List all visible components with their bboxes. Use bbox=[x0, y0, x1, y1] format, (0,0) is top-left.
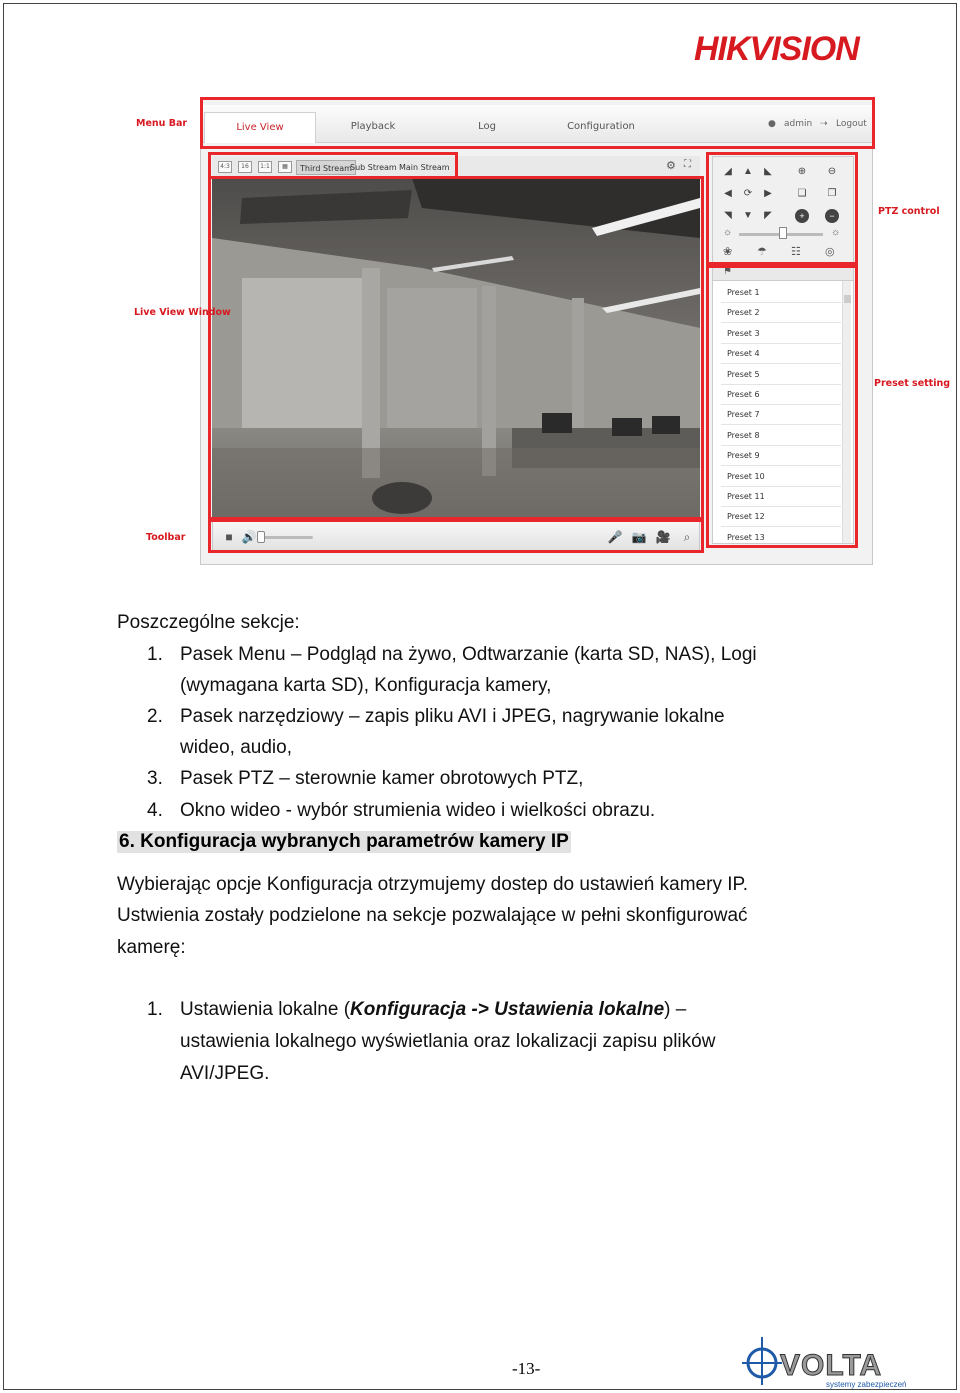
preset-item[interactable]: Preset 6 bbox=[721, 385, 841, 405]
ptz-right-icon[interactable]: ▶ bbox=[764, 188, 772, 199]
page-number: -13- bbox=[512, 1359, 541, 1378]
preset-item[interactable]: Preset 11 bbox=[721, 487, 841, 507]
intro-text: Poszczególne sekcje: bbox=[117, 612, 300, 633]
callout-ptz-control: PTZ control bbox=[878, 206, 940, 217]
section-heading: 6. Konfiguracja wybranych parametrów kamery IP bbox=[119, 831, 569, 852]
list-item-1-line-2: (wymagana karta SD), Konfiguracja kamery, bbox=[180, 675, 552, 696]
logout-link[interactable]: Logout bbox=[836, 119, 867, 129]
list-item-2-line-1: Pasek narzędziowy – zapis pliku AVI i JPEG, nagrywanie lokalne bbox=[180, 706, 725, 727]
user-icon: ● bbox=[768, 119, 776, 129]
list-num-3: 3. bbox=[147, 768, 163, 789]
zoom-out-icon[interactable]: ⊖ bbox=[827, 166, 837, 177]
config-item-line-1: Ustawienia lokalne (Konfiguracja -> Ustawienia lokalne) – bbox=[180, 999, 687, 1020]
menu-bar-highlight bbox=[200, 97, 875, 149]
ptz-highlight bbox=[706, 152, 858, 268]
fullscreen-icon[interactable]: ⛶ bbox=[684, 159, 691, 170]
window-4-4-icon[interactable]: 4:3 bbox=[218, 161, 232, 173]
zoom-icon[interactable]: ⌕ bbox=[683, 530, 691, 544]
paragraph-line-2: Ustwienia zostały podzielone na sekcje pozwalające w pełni skonfigurować bbox=[117, 905, 748, 926]
tab-live-view[interactable]: Live View bbox=[204, 112, 316, 143]
zoom-in-icon[interactable]: ⊕ bbox=[797, 166, 807, 177]
list-num-1: 1. bbox=[147, 644, 163, 665]
preset-item[interactable]: Preset 2 bbox=[721, 303, 841, 323]
microphone-icon[interactable]: 🎤 bbox=[607, 530, 623, 544]
volume-icon[interactable]: 🔊 bbox=[241, 530, 257, 544]
wiper-icon[interactable]: ☂ bbox=[757, 246, 767, 258]
volta-logo bbox=[740, 1333, 946, 1389]
ptz-up-right-icon[interactable]: ◣ bbox=[764, 166, 772, 177]
speed-low-icon: ☼ bbox=[723, 227, 733, 238]
stream-tabs-highlight bbox=[208, 152, 458, 179]
tab-log[interactable]: Log bbox=[478, 121, 496, 132]
ptz-up-icon[interactable]: ▲ bbox=[743, 166, 753, 177]
callout-menu-bar: Menu Bar bbox=[136, 118, 188, 129]
paragraph-line-1: Wybierając opcje Konfiguracja otrzymujemy dostep do ustawień kamery IP. bbox=[117, 874, 748, 895]
stop-icon[interactable]: ■ bbox=[225, 530, 233, 544]
ptz-toggle-icon[interactable]: ⚙ bbox=[666, 160, 676, 172]
svg-text:systemy zabezpieczeń: systemy zabezpieczeń bbox=[826, 1380, 907, 1389]
preset-item[interactable]: Preset 1 bbox=[721, 283, 841, 303]
preset-item[interactable]: Preset 8 bbox=[721, 426, 841, 446]
callout-preset-setting: Preset setting bbox=[874, 378, 951, 389]
list-item-1-line-1: Pasek Menu – Podgląd na żywo, Odtwarzanie (karta SD, NAS), Logi bbox=[180, 644, 757, 665]
logout-icon: ⇢ bbox=[820, 119, 828, 129]
preset-item[interactable]: Preset 3 bbox=[721, 324, 841, 344]
svg-text:HIKVISION: HIKVISION bbox=[694, 30, 859, 66]
preset-tab-icon[interactable]: ⚑ bbox=[723, 266, 732, 277]
record-icon[interactable]: 🎥 bbox=[655, 530, 671, 544]
config-item-line-2: ustawienia lokalnego wyświetlania oraz lokalizacji zapisu plików bbox=[180, 1031, 716, 1052]
tab-third-stream[interactable]: Third Stream bbox=[296, 160, 356, 175]
list-num-4: 4. bbox=[147, 800, 163, 821]
callout-toolbar: Toolbar bbox=[146, 532, 186, 543]
preset-item[interactable]: Preset 5 bbox=[721, 365, 841, 385]
hikvision-logo bbox=[692, 30, 922, 66]
svg-text:VOLTA: VOLTA bbox=[780, 1349, 883, 1382]
toolbar-highlight bbox=[208, 517, 704, 553]
list-num-2: 2. bbox=[147, 706, 163, 727]
ptz-down-left-icon[interactable]: ◥ bbox=[724, 210, 732, 221]
tab-sub-stream[interactable]: Sub Stream bbox=[350, 163, 397, 172]
paragraph-line-3: kamerę: bbox=[117, 937, 186, 958]
list-item-3-line-1: Pasek PTZ – sterownie kamer obrotowych PTZ, bbox=[180, 768, 584, 789]
focus-near-icon[interactable]: ❏ bbox=[797, 188, 807, 199]
tab-playback[interactable]: Playback bbox=[350, 121, 396, 132]
preset-item[interactable]: Preset 13 bbox=[721, 528, 841, 548]
list-item-4-line-1: Okno wideo - wybór strumienia wideo i wielkości obrazu. bbox=[180, 800, 656, 821]
ptz-up-left-icon[interactable]: ◢ bbox=[724, 166, 732, 177]
light-icon[interactable]: ❀ bbox=[723, 246, 733, 258]
preset-item[interactable]: Preset 9 bbox=[721, 446, 841, 466]
list-item-2-line-2: wideo, audio, bbox=[180, 737, 292, 758]
preset-item[interactable]: Preset 7 bbox=[721, 405, 841, 425]
tab-configuration[interactable]: Configuration bbox=[567, 121, 635, 132]
focus-far-icon[interactable]: ❐ bbox=[827, 188, 837, 199]
ptz-down-right-icon[interactable]: ◤ bbox=[764, 210, 772, 221]
menu-icon[interactable]: ☷ bbox=[791, 246, 801, 258]
ptz-down-icon[interactable]: ▼ bbox=[743, 210, 753, 221]
username: admin bbox=[784, 119, 813, 129]
preset-item[interactable]: Preset 12 bbox=[721, 507, 841, 527]
ptz-auto-icon[interactable]: ⟳ bbox=[743, 188, 753, 199]
iris-open-icon[interactable]: + bbox=[795, 209, 809, 223]
config-item-num: 1. bbox=[147, 999, 163, 1020]
window-1-1-icon[interactable]: 1:1 bbox=[258, 161, 272, 173]
camera-snapshot-icon[interactable]: 📷 bbox=[631, 530, 647, 544]
config-item-line-3: AVI/JPEG. bbox=[180, 1063, 270, 1084]
preset-item[interactable]: Preset 10 bbox=[721, 467, 841, 487]
preset-item[interactable]: Preset 4 bbox=[721, 344, 841, 364]
window-16-9-icon[interactable]: 16 bbox=[238, 161, 252, 173]
speed-high-icon: ☼ bbox=[831, 227, 841, 238]
callout-live-view-window: Live View Window bbox=[134, 307, 231, 318]
ptz-left-icon[interactable]: ◀ bbox=[724, 188, 732, 199]
live-view-highlight bbox=[208, 176, 704, 522]
tab-main-stream[interactable]: Main Stream bbox=[399, 163, 450, 172]
aux-icon[interactable]: ◎ bbox=[825, 246, 835, 258]
preset-highlight bbox=[706, 262, 858, 548]
window-auto-icon[interactable]: ▦ bbox=[278, 161, 292, 173]
iris-close-icon[interactable]: − bbox=[825, 209, 839, 223]
